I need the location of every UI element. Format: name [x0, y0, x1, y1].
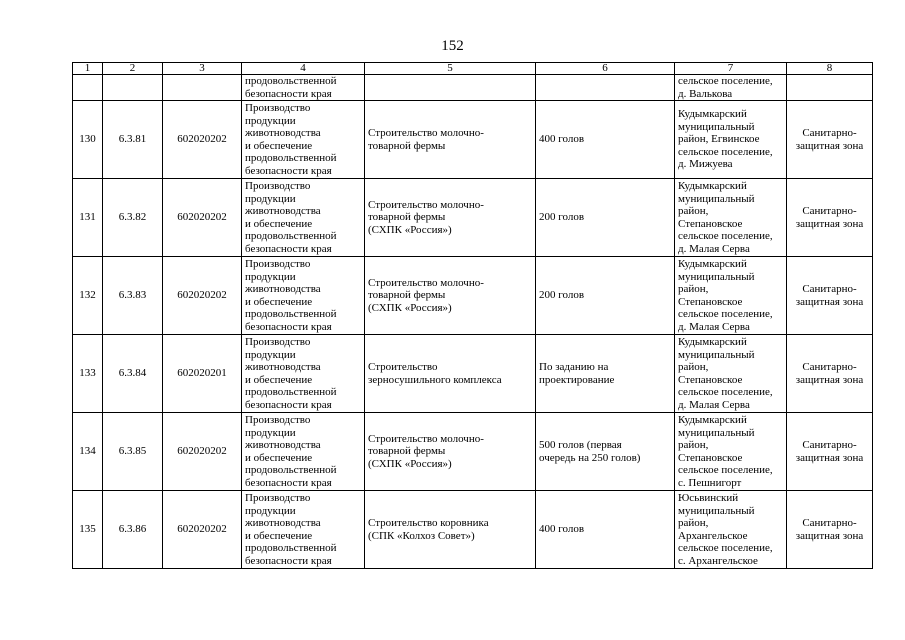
column-header: 1 — [73, 63, 103, 75]
column-header: 4 — [242, 63, 365, 75]
row-location: Кудымкарский муниципальный район, Степановское сельское поселение, д. Малая Серва — [675, 257, 787, 335]
row-zone: Санитарно- защитная зона — [787, 491, 873, 569]
row-number: 130 — [73, 101, 103, 179]
row-number: 134 — [73, 413, 103, 491]
row-zone: Санитарно- защитная зона — [787, 413, 873, 491]
row-object: Строительство молочно- товарной фермы (СХПК «Россия») — [365, 413, 536, 491]
row-location: Кудымкарский муниципальный район, Степановское сельское поселение, с. Пешнигорт — [675, 413, 787, 491]
table-row — [73, 179, 873, 257]
table-row — [73, 101, 873, 179]
row-location: Кудымкарский муниципальный район, Степановское сельское поселение, д. Малая Серва — [675, 335, 787, 413]
row-kbk: 602020202 — [163, 101, 242, 179]
table-cell — [103, 75, 163, 101]
row-code: 6.3.83 — [103, 257, 163, 335]
row-purpose: Производство продукции животноводства и обеспечение продовольственной безопасности края — [242, 413, 365, 491]
column-header: 8 — [787, 63, 873, 75]
table-cell — [365, 75, 536, 101]
row-zone: Санитарно- защитная зона — [787, 257, 873, 335]
row-kbk: 602020201 — [163, 335, 242, 413]
table-cell — [536, 75, 675, 101]
table-row — [73, 335, 873, 413]
column-header: 7 — [675, 63, 787, 75]
page-number: 152 — [441, 38, 464, 54]
row-location: Кудымкарский муниципальный район, Егвинское сельское поселение, д. Мижуева — [675, 101, 787, 179]
table-row — [73, 491, 873, 569]
row-capacity: 400 голов — [536, 101, 675, 179]
row-capacity: 500 голов (первая очередь на 250 голов) — [536, 413, 675, 491]
row-kbk: 602020202 — [163, 491, 242, 569]
row-capacity: 400 голов — [536, 491, 675, 569]
row-code: 6.3.86 — [103, 491, 163, 569]
column-header: 2 — [103, 63, 163, 75]
row-purpose: Производство продукции животноводства и обеспечение продовольственной безопасности края — [242, 335, 365, 413]
header-row — [73, 63, 873, 75]
row-capacity: По заданию на проектирование — [536, 335, 675, 413]
row-number: 135 — [73, 491, 103, 569]
row-zone: Санитарно- защитная зона — [787, 179, 873, 257]
row-location: Кудымкарский муниципальный район, Степановское сельское поселение, д. Малая Серва — [675, 179, 787, 257]
row-kbk: 602020202 — [163, 257, 242, 335]
table-cell: продовольственной безопасности края — [242, 75, 365, 101]
continuation-row — [73, 75, 873, 101]
row-code: 6.3.81 — [103, 101, 163, 179]
row-object: Строительство молочно- товарной фермы — [365, 101, 536, 179]
row-zone: Санитарно- защитная зона — [787, 335, 873, 413]
row-object: Строительство коровника (СПК «Колхоз Совет») — [365, 491, 536, 569]
row-zone: Санитарно- защитная зона — [787, 101, 873, 179]
table-cell — [787, 75, 873, 101]
table-cell: сельское поселение, д. Валькова — [675, 75, 787, 101]
table-cell — [73, 75, 103, 101]
column-header: 6 — [536, 63, 675, 75]
row-capacity: 200 голов — [536, 257, 675, 335]
row-object: Строительство молочно- товарной фермы (СХПК «Россия») — [365, 179, 536, 257]
row-kbk: 602020202 — [163, 179, 242, 257]
data-table — [72, 62, 873, 569]
row-number: 131 — [73, 179, 103, 257]
column-header: 3 — [163, 63, 242, 75]
row-capacity: 200 голов — [536, 179, 675, 257]
row-purpose: Производство продукции животноводства и обеспечение продовольственной безопасности края — [242, 491, 365, 569]
row-purpose: Производство продукции животноводства и обеспечение продовольственной безопасности края — [242, 257, 365, 335]
column-header: 5 — [365, 63, 536, 75]
table-cell — [163, 75, 242, 101]
row-location: Юсьвинский муниципальный район, Архангельское сельское поселение, с. Архангельское — [675, 491, 787, 569]
table-row — [73, 413, 873, 491]
row-object: Строительство молочно- товарной фермы (СХПК «Россия») — [365, 257, 536, 335]
row-kbk: 602020202 — [163, 413, 242, 491]
table-row — [73, 257, 873, 335]
row-purpose: Производство продукции животноводства и обеспечение продовольственной безопасности края — [242, 179, 365, 257]
row-number: 132 — [73, 257, 103, 335]
row-purpose: Производство продукции животноводства и обеспечение продовольственной безопасности края — [242, 101, 365, 179]
row-number: 133 — [73, 335, 103, 413]
row-code: 6.3.84 — [103, 335, 163, 413]
row-code: 6.3.82 — [103, 179, 163, 257]
row-object: Строительство зерносушильного комплекса — [365, 335, 536, 413]
row-code: 6.3.85 — [103, 413, 163, 491]
